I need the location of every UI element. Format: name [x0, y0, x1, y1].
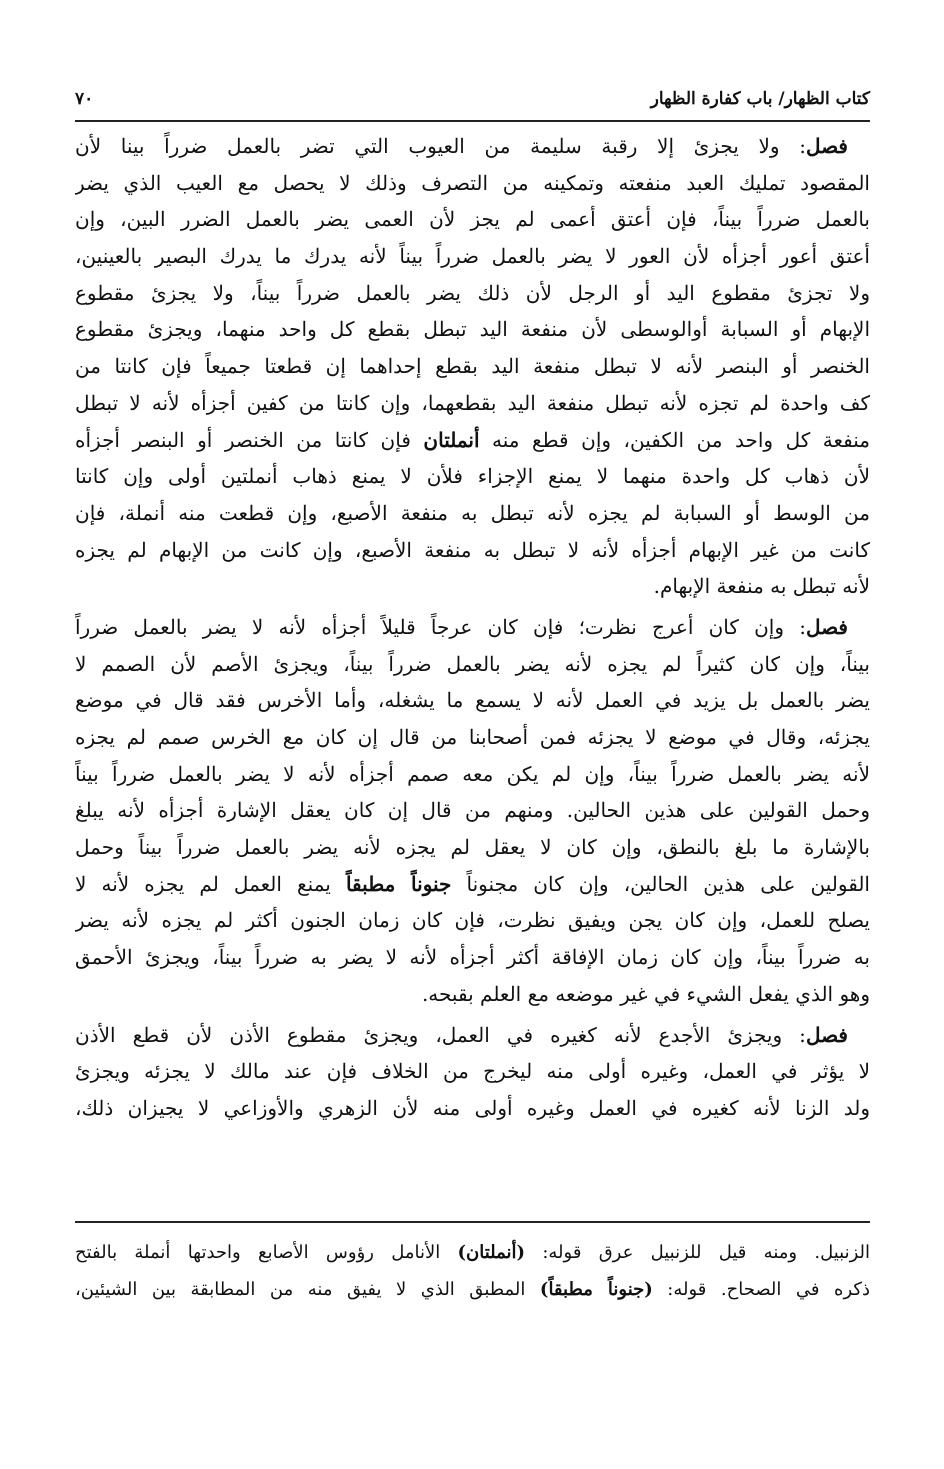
- text-line: [75, 719, 870, 756]
- text-segment: منفعة كل واحد من الكفين، وإن قطع منه: [479, 427, 870, 452]
- text-line: [75, 1234, 870, 1271]
- text-segment: يجزئه، وقال في موضع لا يجزئه فمن أصحابنا من قال إن كان مع الخرس صمم لم يجزه: [75, 725, 870, 749]
- main-text: [75, 128, 870, 1131]
- text-segment: المقصود تمليك العبد منفعته وتمكينه من التصرف وذلك لا يحصل مع العيب الذي يضر: [75, 170, 870, 195]
- text-line: [75, 829, 870, 866]
- paragraph: [75, 609, 870, 1013]
- text-line: [75, 128, 870, 165]
- text-segment: وهو الذي يفعل الشيء في غير موضعه مع العلم بقبحه.: [421, 981, 870, 1006]
- text-line: [75, 385, 870, 422]
- text-segment: المطبق الذي لا يفيق منه من المطابقة بين الشيئين،: [75, 1279, 540, 1300]
- text-segment: فإن كانتا من الخنصر أو البنصر أجزأه: [75, 427, 424, 452]
- text-line: [75, 609, 870, 646]
- text-segment: من الوسط أو السبابة لم يجزه لأنه تبطل به منفعة الأصبع، وإن قطعت منه أنملة، فإن: [75, 500, 870, 525]
- text-segment: الإبهام أو السبابة أوالوسطى لأن منفعة اليد تبطل بقطع كل واحد منهما، ويجزئ مقطوع: [75, 317, 870, 342]
- text-segment: به ضرراً بيناً، وإن كان زمان الإفاقة أكثر أجزأه لأنه لا يضر به ضرراً بيناً، ويجزئ الأحمق: [75, 945, 870, 970]
- text-segment: ذكره في الصحاح. قوله:: [652, 1279, 870, 1300]
- text-line: [75, 756, 870, 793]
- text-segment: يمنع العمل لم يجزه لأنه لا: [75, 871, 346, 896]
- text-segment: لأنه تبطل به منفعة الإبهام.: [653, 574, 870, 599]
- text-segment: كانت من غير الإبهام أجزأه لأنه لا تبطل به منفعة الأصبع، وإن كانت من الإبهام لم يجزه: [75, 537, 870, 562]
- bold-term: (جنوناً مطبقاً): [539, 1279, 653, 1300]
- text-segment: لا يؤثر في العمل، وغيره أولى منه ليخرج من الخلاف فإن عند مالك لا يجزئه ويجزئ: [75, 1059, 870, 1084]
- bold-term: (أنملتان): [457, 1242, 526, 1263]
- paragraph: [75, 1017, 870, 1127]
- text-segment: لأن ذهاب كل واحدة منهما لا يمنع الإجزاء فلأن لا يمنع ذهاب أنملتين أولى وإن كانتا: [75, 464, 870, 489]
- text-segment: القولين على هذين الحالين، وإن كان مجنوناً: [451, 871, 870, 896]
- running-header: [75, 84, 870, 114]
- page-number: ٧٠: [75, 89, 94, 109]
- text-line: [75, 348, 870, 385]
- text-line: [75, 532, 870, 569]
- text-line: [75, 458, 870, 495]
- text-segment: وحمل القولين على هذين الحالين. ومنهم من قال إن كان يعقل الإشارة أجزأه لأنه يبلغ: [75, 798, 870, 823]
- text-segment: الأنامل رؤوس الأصابع واحدتها أنملة بالفتح: [75, 1242, 458, 1263]
- text-line: [75, 1053, 870, 1090]
- text-segment: : ولا يجزئ إلا رقبة سليمة من العيوب التي تضر بالعمل ضرراً بينا لأن: [75, 134, 806, 158]
- text-line: [75, 902, 870, 939]
- text-segment: كف واحدة لم تجزه لأنه تبطل منفعة اليد بقطعهما، وإن كانتا من كفين أجزأه لأنه لا تبطل: [75, 390, 870, 415]
- text-line: [75, 495, 870, 532]
- text-segment: أعتق أعور أجزأه لأن العور لا يضر بالعمل ضرراً بيناً لأنه يدرك ما يدرك البصير بالعينين،: [75, 244, 870, 269]
- text-line: [75, 275, 870, 312]
- text-line: [75, 1017, 870, 1054]
- text-segment: : ويجزئ الأجدع لأنه كغيره في العمل، ويجزئ مقطوع الأذن لأن قطع الأذن: [75, 1022, 806, 1047]
- header-title: كتاب الظهار/ باب كفارة الظهار: [650, 89, 870, 109]
- text-segment: بيناً، وإن كان كثيراً لم يجزه لأنه يضر بالعمل ضرراً بيناً، ويجزئ الأصم لأن الصمم لا: [75, 651, 870, 676]
- text-segment: بالإشارة ما بلغ بالنطق، وإن كان لا يعقل لم يجزه لأنه يضر بالعمل ضرراً بيناً وحمل: [75, 835, 870, 860]
- text-line: [75, 1271, 870, 1308]
- bold-term: جنوناً مطبقاً: [345, 871, 452, 896]
- text-segment: الزنبيل. ومنه قيل للزنبيل عرق قوله:: [525, 1242, 870, 1263]
- footnote-rule: [75, 1221, 870, 1223]
- bold-term: أنملتان: [423, 427, 480, 452]
- text-line: [75, 646, 870, 683]
- text-segment: يصلح للعمل، وإن كان يجن ويفيق نظرت، فإن كان زمان الجنون أكثر لم يجزه لأنه يضر: [75, 908, 870, 933]
- text-line: [75, 238, 870, 275]
- bold-term: فصل: [805, 1022, 848, 1047]
- text-segment: ولا تجزئ مقطوع اليد أو الرجل لأن ذلك يضر بالعمل ضرراً بيناً، ولا يجزئ مقطوع: [75, 280, 870, 305]
- text-segment: الخنصر أو البنصر لأنه لا تبطل منفعة اليد بقطع إحداهما إن قطعتا جميعاً فإن كانتا من: [75, 354, 870, 379]
- text-segment: ولد الزنا لأنه كغيره في العمل وغيره أولى منه لأن الزهري والأوزاعي لا يجيزان ذلك،: [75, 1095, 870, 1120]
- text-line: [75, 682, 870, 719]
- footnotes: [75, 1234, 870, 1308]
- text-line: [75, 422, 870, 459]
- text-line: [75, 866, 870, 903]
- bold-term: فصل: [805, 614, 848, 639]
- text-line: [75, 939, 870, 976]
- text-line: [75, 568, 870, 605]
- text-line: [75, 311, 870, 348]
- text-segment: لأنه يضر بالعمل ضرراً بيناً، وإن لم يكن معه صمم أجزأه لأنه لا يضر بالعمل ضرراً بيناً: [75, 761, 870, 786]
- text-line: [75, 976, 870, 1013]
- text-segment: : وإن كان أعرج نظرت؛ فإن كان عرجاً قليلاً أجزأه لأنه لا يضر بالعمل ضرراً: [75, 614, 806, 639]
- text-segment: يضر بالعمل بل يزيد في العمل لأنه لا يسمع ما يشغله، وأما الأخرس فقد قال في موضع: [75, 688, 870, 713]
- paragraph: [75, 128, 870, 605]
- bold-term: فصل: [805, 134, 848, 158]
- text-line: [75, 792, 870, 829]
- header-rule: [75, 120, 870, 122]
- text-line: [75, 165, 870, 202]
- text-line: [75, 1090, 870, 1127]
- text-segment: بالعمل ضرراً بيناً، فإن أعتق أعمى لم يجز لأن العمى يضر بالعمل الضرر البين، وإن: [75, 207, 870, 232]
- text-line: [75, 201, 870, 238]
